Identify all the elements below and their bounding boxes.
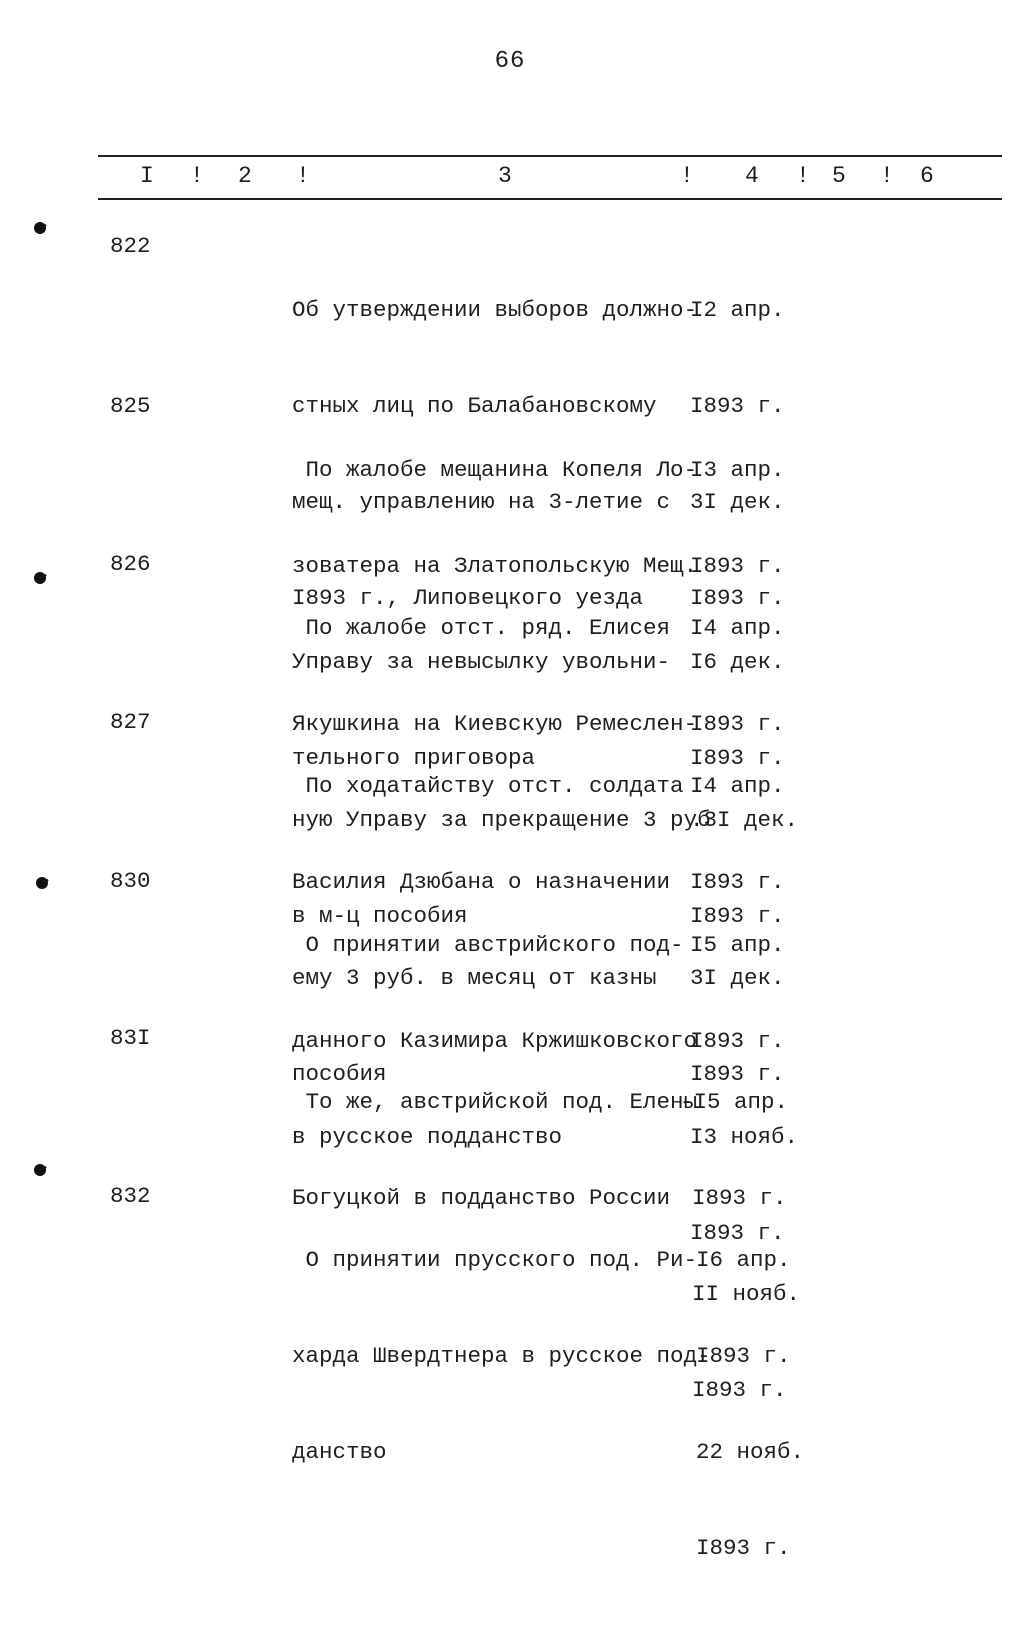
- date-line: -I5 апр.: [680, 1089, 789, 1115]
- description-line: ему 3 руб. в месяц от казны: [292, 965, 657, 991]
- column-header-3: 3: [498, 163, 512, 189]
- case-number: 826: [110, 551, 151, 577]
- date-line: I893 г.: [690, 711, 785, 737]
- date-line: I4 апр.: [690, 773, 785, 799]
- date-line: I893 г.: [690, 869, 785, 895]
- date-line: I893 г.: [690, 1220, 785, 1246]
- date-line: I893 г.: [690, 903, 785, 929]
- case-description: [292, 1180, 711, 1532]
- column-header-5: 5: [832, 163, 846, 189]
- date-line: I6 дек.: [690, 649, 785, 675]
- date-line: 22 нояб.: [696, 1439, 805, 1465]
- date-line: I893 г.: [696, 1343, 791, 1369]
- description-line: стных лиц по Балабановскому: [292, 393, 657, 419]
- description-line: По жалобе мещанина Копеля Ло-: [292, 457, 698, 483]
- column-separator: !: [796, 163, 810, 189]
- description-line: Управу за невысылку увольни-: [292, 649, 671, 675]
- date-line: 3I дек.: [690, 965, 785, 991]
- date-line: I6 апр.: [696, 1247, 791, 1273]
- description-line: Богуцкой в подданство России: [292, 1185, 671, 1211]
- description-line: Василия Дзюбана о назначении: [292, 869, 671, 895]
- header-bottom-rule: [98, 198, 1002, 200]
- punch-hole-icon: [34, 222, 46, 234]
- column-header-2: 2: [238, 163, 252, 189]
- table-header: [0, 163, 1024, 193]
- description-line: Якушкина на Киевскую Ремеслен-: [292, 711, 698, 737]
- description-line: данного Казимира Кржишковского: [292, 1028, 698, 1054]
- date-line: I893 г.: [692, 1185, 787, 1211]
- punch-hole-icon: [36, 877, 48, 889]
- description-line: По жалобе отст. ряд. Елисея: [292, 615, 671, 641]
- description-line: ную Управу за прекращение 3 руб: [292, 807, 711, 833]
- column-separator: !: [190, 163, 204, 189]
- date-line: I893 г.: [692, 1377, 787, 1403]
- description-line: данство: [292, 1439, 387, 1465]
- case-number: 830: [110, 868, 151, 894]
- date-line: .3I дек.: [690, 807, 799, 833]
- description-line: пособия: [292, 1061, 387, 1087]
- date-line: II нояб.: [692, 1281, 801, 1307]
- description-line: О принятии прусского под. Ри-: [292, 1247, 698, 1273]
- description-line: О принятии австрийского под-: [292, 932, 684, 958]
- date-line: I893 г.: [690, 1061, 785, 1087]
- date-line: I2 апр.: [690, 297, 785, 323]
- description-line: I893 г., Липовецкого уезда: [292, 585, 644, 611]
- description-line: харда Швердтнера в русское под-: [292, 1343, 711, 1369]
- column-header-1: I: [140, 163, 154, 189]
- date-line: I893 г.: [690, 393, 785, 419]
- case-number: 83I: [110, 1025, 151, 1051]
- date-line: I3 нояб.: [690, 1124, 799, 1150]
- column-header-6: 6: [920, 163, 934, 189]
- case-number: 825: [110, 393, 151, 419]
- date-line: I893 г.: [690, 553, 785, 579]
- page-number: 66: [494, 48, 526, 75]
- date-line: I3 апр.: [690, 457, 785, 483]
- date-line: I893 г.: [690, 1028, 785, 1054]
- description-line: тельного приговора: [292, 745, 536, 771]
- description-line: зоватера на Златопольскую Мещ.: [292, 553, 698, 579]
- column-separator: !: [880, 163, 894, 189]
- header-top-rule: [98, 155, 1002, 157]
- description-line: в русское подданство: [292, 1124, 563, 1150]
- date-line: I4 апр.: [690, 615, 785, 641]
- case-number: 832: [110, 1183, 151, 1209]
- description-line: По ходатайству отст. солдата: [292, 773, 684, 799]
- description-line: То же, австрийской под. Елены: [292, 1089, 698, 1115]
- date-line: I5 апр.: [690, 932, 785, 958]
- description-line: Об утверждении выборов должно-: [292, 297, 698, 323]
- case-number: 827: [110, 709, 151, 735]
- case-dates: [690, 1180, 810, 1628]
- punch-hole-icon: [34, 572, 46, 584]
- date-line: I893 г.: [690, 745, 785, 771]
- column-separator: !: [296, 163, 310, 189]
- date-line: 3I дек.: [690, 489, 785, 515]
- case-number: 822: [110, 233, 151, 259]
- date-line: I893 г.: [696, 1535, 791, 1561]
- column-header-4: 4: [745, 163, 759, 189]
- column-separator: !: [680, 163, 694, 189]
- description-line: в м-ц пособия: [292, 903, 468, 929]
- punch-hole-icon: [34, 1164, 46, 1176]
- date-line: I893 г.: [690, 585, 785, 611]
- description-line: мещ. управлению на 3-летие с: [292, 489, 671, 515]
